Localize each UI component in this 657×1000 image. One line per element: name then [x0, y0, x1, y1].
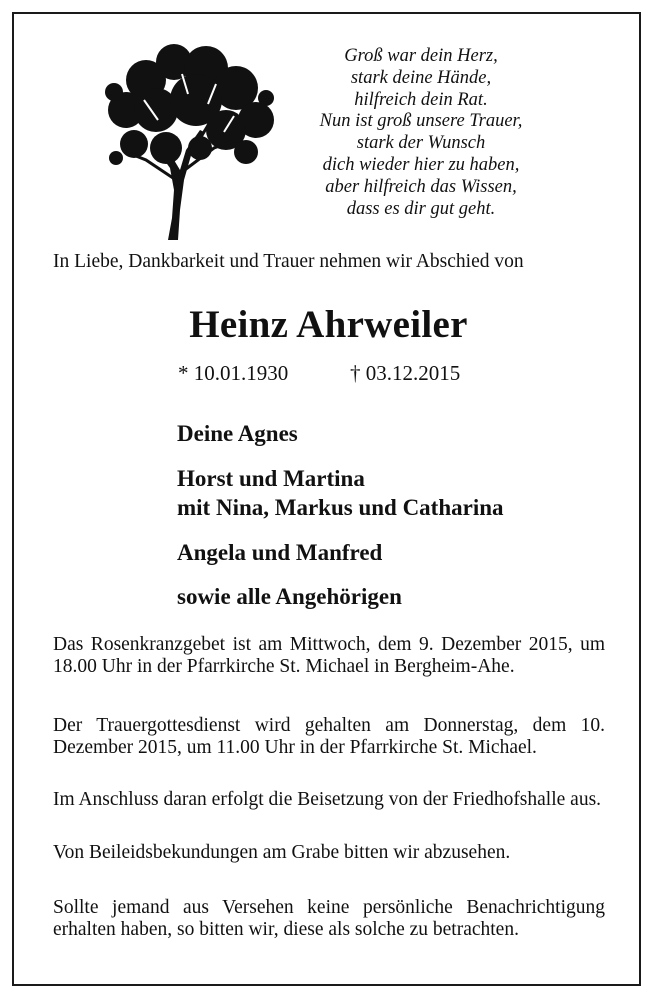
rosary-notice: Das Rosenkranzgebet ist am Mittwoch, dem 9. Dezember 2015, um 18.00 Uhr in der Pfarrkirche St. Michael in Bergheim-Ahe. — [53, 634, 605, 677]
poem-line: hilfreich dein Rat. — [354, 89, 488, 110]
poem-line: stark der Wunsch — [356, 133, 486, 154]
tree-icon — [96, 40, 276, 240]
poem — [286, 46, 556, 220]
condolences-notice: Von Beileidsbekundungen am Grabe bitten wir abzusehen. — [53, 842, 511, 863]
poem-line: dass es dir gut geht. — [346, 198, 496, 219]
poem-line: stark deine Hände, — [350, 67, 492, 88]
poem-line: Nun ist groß unsere Trauer, — [319, 111, 523, 132]
death-date: † 03.12.2015 — [350, 361, 461, 385]
apology-notice: Sollte jemand aus Versehen keine persönliche Benachrichtigung erhalten haben, so bitten wir, diese als solche zu betrachten. — [53, 897, 605, 940]
intro-text: In Liebe, Dankbarkeit und Trauer nehmen wir Abschied von — [53, 251, 524, 272]
family-line: mit Nina, Markus und Catharina — [177, 495, 504, 520]
birth-date: * 10.01.1930 — [178, 361, 289, 385]
burial-notice: Im Anschluss daran erfolgt die Beisetzung von der Friedhofshalle aus. — [53, 789, 602, 810]
service-notice: Der Trauergottesdienst wird gehalten am Donnerstag, dem 10. Dezember 2015, um 11.00 Uhr in der Pfarrkirche St. Michael. — [53, 715, 605, 758]
poem-line: aber hilfreich das Wissen, — [325, 176, 517, 197]
poem-line: dich wieder hier zu haben, — [322, 154, 520, 175]
deceased-name: Heinz Ahrweiler — [189, 303, 468, 346]
family-line: sowie alle Angehörigen — [177, 584, 402, 609]
family-line: Deine Agnes — [177, 421, 298, 446]
family-line: Angela und Manfred — [177, 540, 383, 565]
family-line: Horst und Martina — [177, 466, 365, 491]
poem-line: Groß war dein Herz, — [344, 46, 498, 66]
